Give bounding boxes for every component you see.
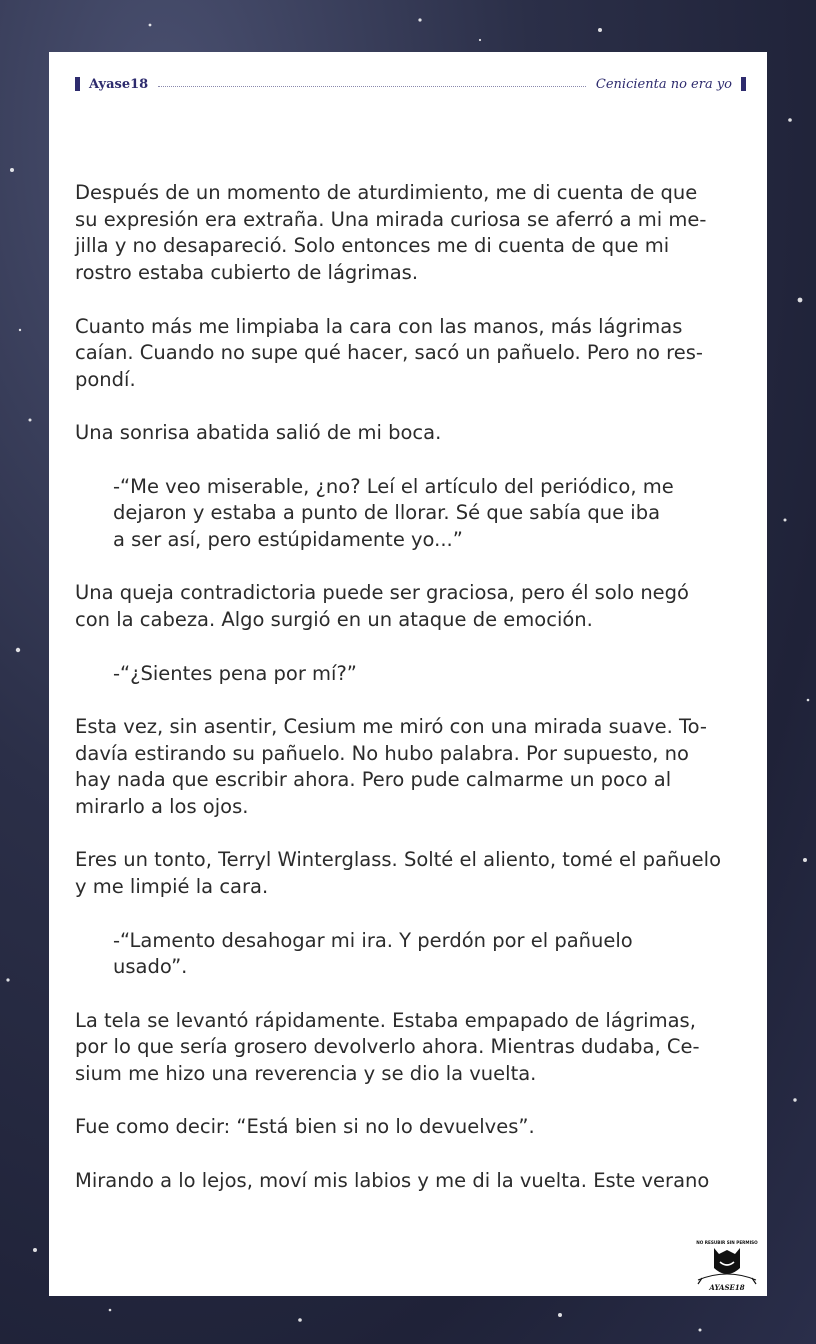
logo-top-text: NO RESUBIR SIN PERMISO (696, 1240, 758, 1245)
narration-paragraph (75, 580, 740, 633)
text-line: mirarlo a los ojos. (75, 795, 249, 819)
narration-paragraph (75, 1114, 740, 1141)
text-line: por lo que sería grosero devolverlo ahora. Mientras dudaba, Ce- (75, 1035, 700, 1059)
narration-paragraph (75, 847, 740, 900)
text-line: y me limpié la cara. (75, 875, 269, 899)
book-title: Cenicienta no era yo (595, 76, 732, 92)
ayase18-logo (694, 1238, 760, 1294)
text-line: a ser así, pero estúpidamente yo...” (113, 528, 463, 552)
header-mark-right (741, 77, 746, 91)
logo-bottom-text: AYASE18 (709, 1283, 745, 1292)
text-line: Cuanto más me limpiaba la cara con las manos, más lágrimas (75, 314, 683, 338)
text-line: usado”. (113, 955, 188, 979)
text-line: Una queja contradictoria puede ser graciosa, pero él solo negó (75, 581, 689, 605)
chapter-text (75, 180, 740, 1221)
narration-paragraph (75, 1008, 740, 1088)
text-line: Después de un momento de aturdimiento, me di cuenta de que (75, 181, 698, 204)
header-mark-left (75, 77, 80, 91)
text-line: jilla y no desapareció. Solo entonces me di cuenta de que mi (75, 234, 670, 258)
text-line: Eres un tonto, Terryl Winterglass. Solté el aliento, tomé el pañuelo (75, 848, 722, 872)
narration-paragraph (75, 180, 740, 287)
dotted-leader (158, 86, 586, 87)
text-line: hay nada que escribir ahora. Pero pude calmarme un poco al (75, 768, 672, 792)
text-line: rostro estaba cubierto de lágrimas. (75, 261, 419, 285)
narration-paragraph (75, 714, 740, 821)
text-line: -“¿Sientes pena por mí?” (113, 661, 357, 685)
text-line: Esta vez, sin asentir, Cesium me miró con una mirada suave. To- (75, 714, 707, 738)
narration-paragraph (75, 1168, 740, 1195)
text-line: La tela se levantó rápidamente. Estaba empapado de lágrimas, (75, 1008, 696, 1032)
text-line: davía estirando su pañuelo. No hubo palabra. Por supuesto, no (75, 741, 689, 765)
dialog-paragraph (75, 928, 740, 981)
dialog-paragraph (75, 474, 740, 554)
narration-paragraph (75, 420, 740, 447)
text-line: su expresión era extraña. Una mirada curiosa se aferró a mi me- (75, 207, 707, 231)
author-name: Ayase18 (89, 76, 149, 92)
book-page (49, 52, 767, 1296)
text-line: -“Lamento desahogar mi ira. Y perdón por el pañuelo (113, 928, 633, 952)
dialog-paragraph (75, 661, 740, 688)
running-header (75, 74, 746, 94)
text-line: sium me hizo una reverencia y se dio la vuelta. (75, 1062, 537, 1086)
text-line: caían. Cuando no supe qué hacer, sacó un pañuelo. Pero no res- (75, 341, 703, 365)
narration-paragraph (75, 314, 740, 394)
text-line: dejaron y estaba a punto de llorar. Sé que sabía que iba (113, 501, 661, 525)
text-line: con la cabeza. Algo surgió en un ataque de emoción. (75, 608, 593, 632)
text-line: Una sonrisa abatida salió de mi boca. (75, 421, 442, 445)
text-line: pondí. (75, 367, 136, 391)
text-line: Mirando a lo lejos, moví mis labios y me di la vuelta. Este verano (75, 1168, 710, 1192)
text-line: Fue como decir: “Está bien si no lo devuelves”. (75, 1115, 535, 1139)
text-line: -“Me veo miserable, ¿no? Leí el artículo del periódico, me (113, 474, 674, 498)
